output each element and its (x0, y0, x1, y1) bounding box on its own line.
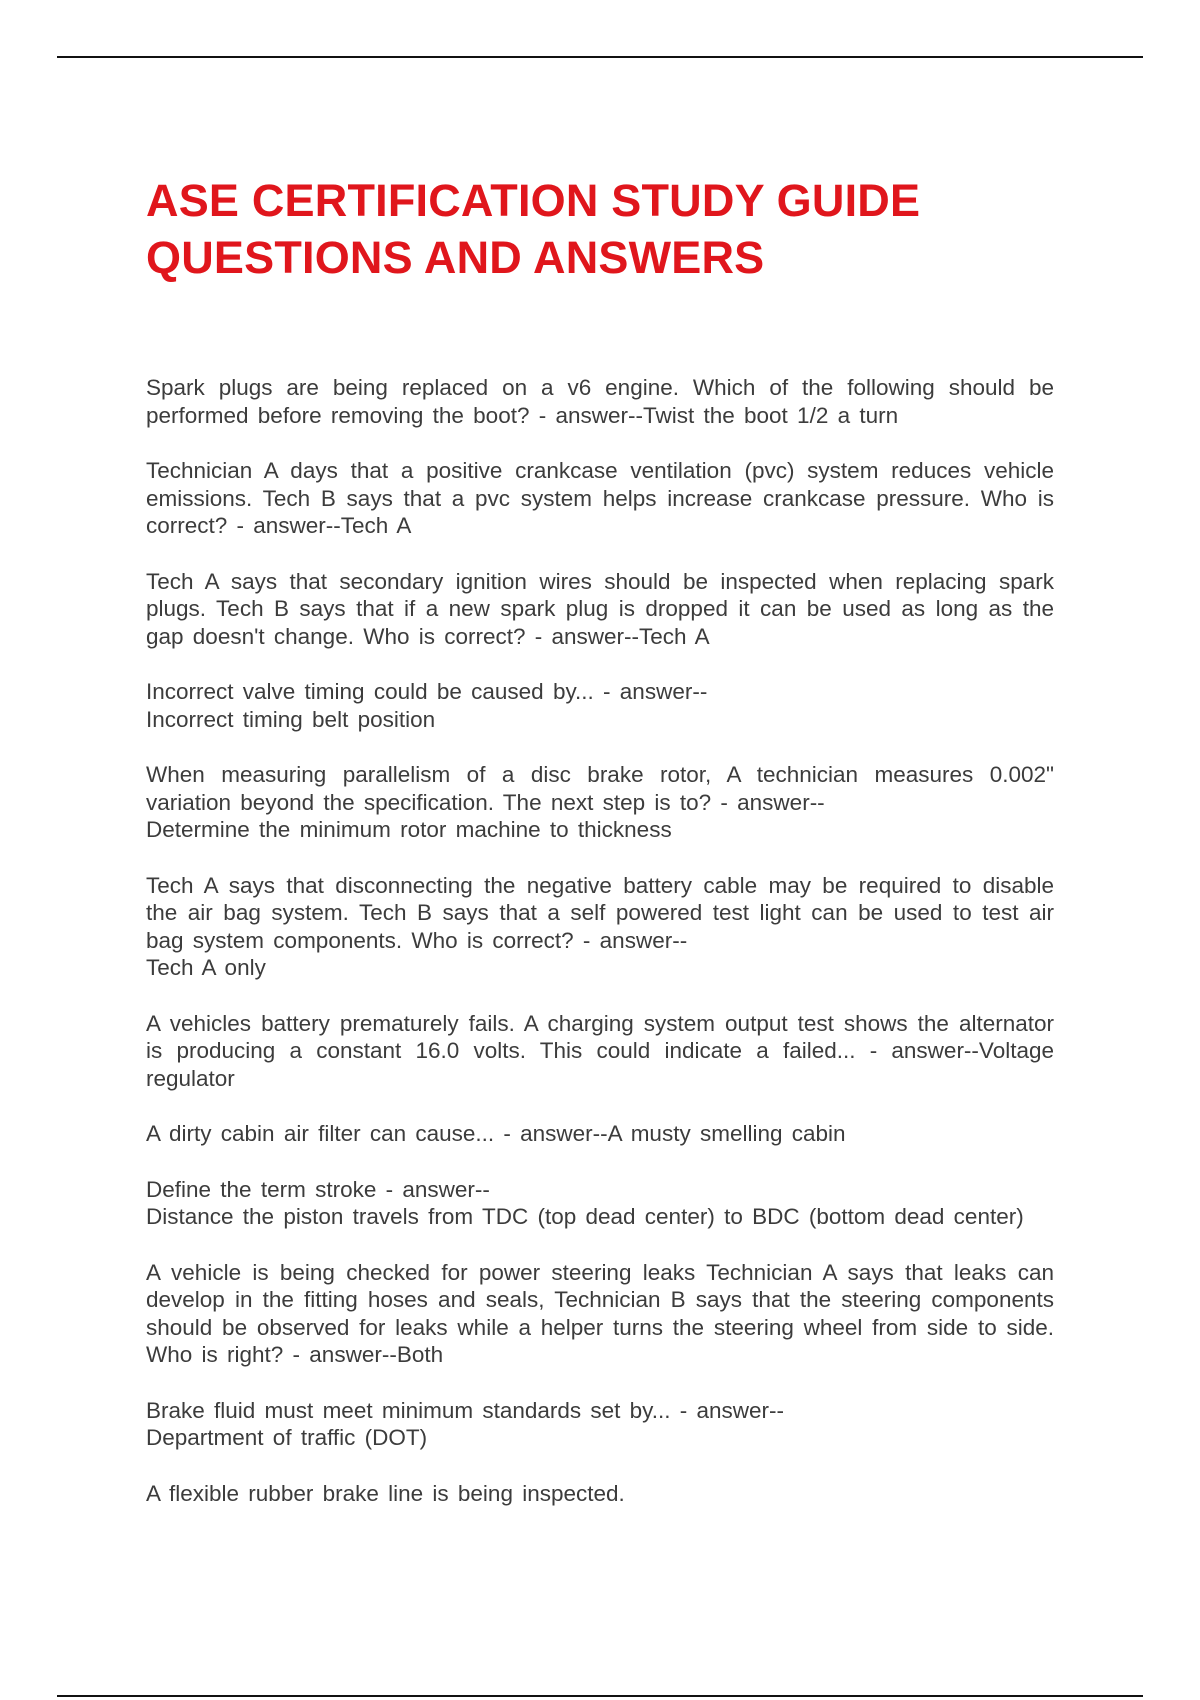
question-text: A dirty cabin air filter can cause... - answer-- (146, 1121, 608, 1146)
qa-item (146, 1120, 1054, 1148)
top-rule (57, 56, 1143, 58)
title-line-2: QUESTIONS AND ANSWERS (146, 232, 765, 283)
qa-item (146, 457, 1054, 540)
qa-item (146, 1397, 1054, 1452)
bottom-rule (57, 1695, 1143, 1697)
question-text: A flexible rubber brake line is being inspected. (146, 1480, 625, 1506)
question-text: Spark plugs are being replaced on a v6 engine. Which of the following should be performed before removing the boot? - answer-- (146, 375, 1054, 428)
qa-item (146, 568, 1054, 651)
question-text: Tech A says that disconnecting the negative battery cable may be required to disable the air bag system. Tech B says that a self powered test light can be used to test air bag system components. Who is correct? - answer-- (146, 872, 1054, 953)
answer-text: Tech A (340, 513, 412, 538)
answer-text: A musty smelling cabin (607, 1121, 846, 1146)
question-text: A vehicle is being checked for power steering leaks Technician A says that leaks can develop in the fitting hoses and seals, Technician B says that the steering components should be observed for leaks while a helper turns the steering wheel from side to side. Who is right? - answer-- (146, 1259, 1054, 1367)
qa-item (146, 374, 1054, 429)
document-title (146, 172, 1054, 286)
answer-text: Both (396, 1342, 444, 1367)
question-text: Define the term stroke - answer-- (146, 1176, 490, 1202)
question-text: When measuring parallelism of a disc brake rotor, A technician measures 0.002" variation beyond the specification. The next step is to? - answer-- (146, 762, 1054, 815)
qa-item (146, 1480, 1054, 1508)
question-text: Technician A days that a positive crankcase ventilation (pvc) system reduces vehicle emissions. Tech B says that a pvc system helps increase crankcase pressure. Who is correct? - answer-- (146, 458, 1054, 538)
qa-item (146, 1259, 1054, 1369)
answer-text: Distance the piston travels from TDC (top dead center) to BDC (bottom dead center) (146, 1204, 1024, 1229)
qa-item (146, 1010, 1054, 1093)
qa-list (146, 374, 1054, 1507)
question-text: Tech A says that secondary ignition wires should be inspected when replacing spark plugs. Tech B says that if a new spark plug is dropped it can be used as long as the gap doesn't change. Who is correct? - answer-- (146, 568, 1054, 649)
answer-text: Determine the minimum rotor machine to thickness (146, 817, 672, 842)
question-text: Brake fluid must meet minimum standards set by... - answer-- (146, 1397, 785, 1423)
answer-text: Department of traffic (DOT) (146, 1425, 428, 1450)
answer-text: Twist the boot 1/2 a turn (642, 402, 899, 428)
answer-text: Tech A (639, 623, 710, 649)
qa-item (146, 761, 1054, 844)
qa-item (146, 678, 1054, 733)
answer-text: Tech A only (146, 955, 266, 980)
question-text: Incorrect valve timing could be caused by... - answer-- (146, 679, 708, 704)
qa-item (146, 872, 1054, 982)
answer-text: Voltage regulator (146, 1038, 1054, 1091)
qa-item (146, 1176, 1054, 1231)
title-line-1: ASE CERTIFICATION STUDY GUIDE (146, 175, 921, 226)
answer-text: Incorrect timing belt position (146, 706, 436, 732)
question-text: A vehicles battery prematurely fails. A charging system output test shows the alternator is producing a constant 16.0 volts. This could indicate a failed... - answer-- (146, 1010, 1054, 1063)
page-content (146, 172, 1054, 1507)
